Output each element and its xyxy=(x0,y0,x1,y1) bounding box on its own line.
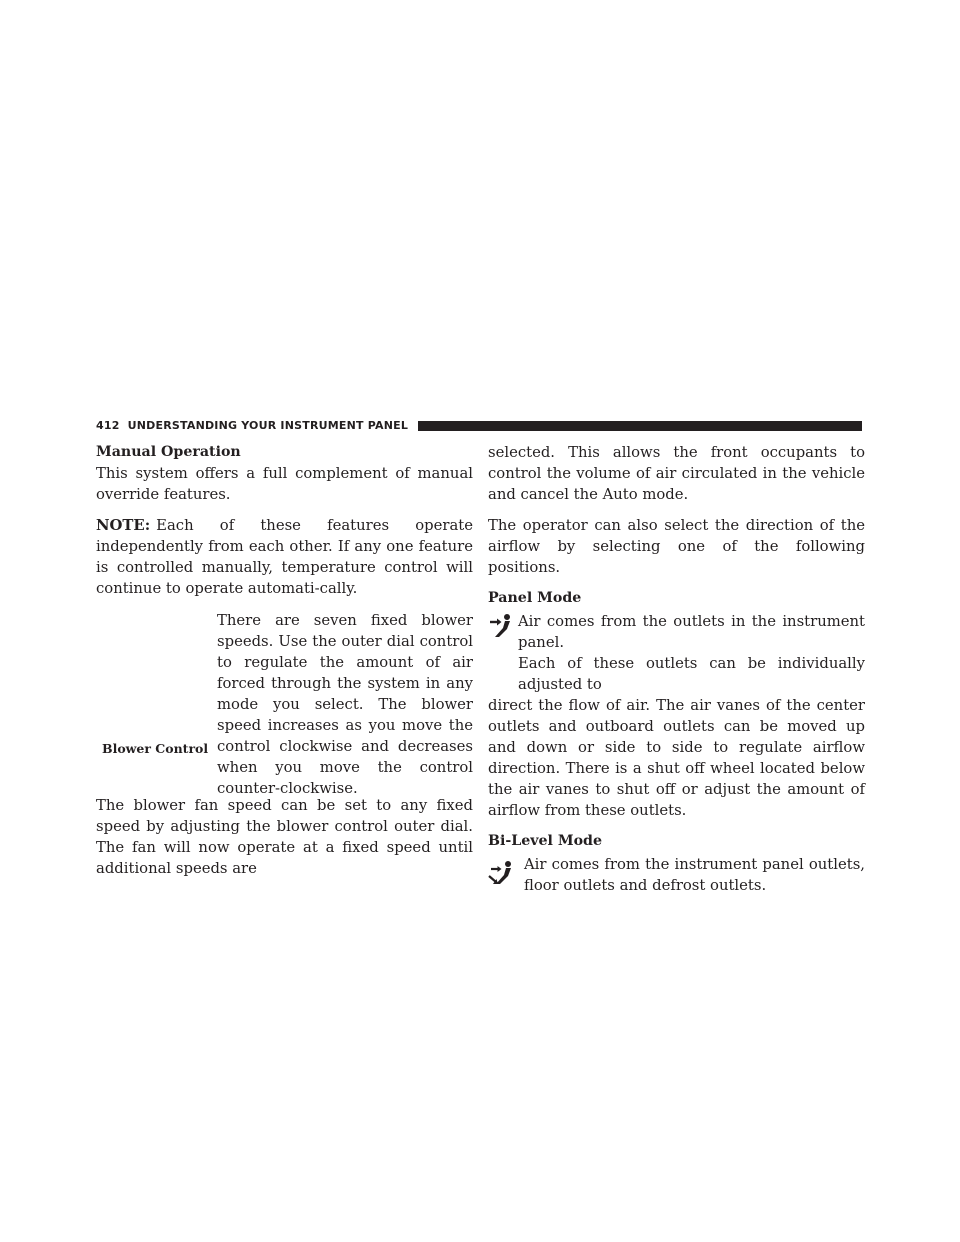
panel-mode-line1: Air comes from the outlets in the instrument panel. xyxy=(518,613,865,651)
page-header xyxy=(96,418,862,436)
bilevel-mode-heading: Bi-Level Mode xyxy=(488,833,602,849)
bilevel-mode-text: Air comes from the instrument panel outlets, floor outlets and defrost outlets. xyxy=(524,856,865,894)
page-number: 412 xyxy=(96,419,120,432)
header-text xyxy=(96,419,408,432)
panel-mode-line2: Each of these outlets can be individually adjusted to xyxy=(518,655,865,693)
header-rule xyxy=(418,421,862,431)
panel-mode-heading: Panel Mode xyxy=(488,590,582,606)
figure-text: There are seven fixed blower speeds. Use the outer dial control to regulate the amount of air forced through the system in any mode you select. The blower speed increases as you move the control clockwise and decreases when you move the control counter-clockwise. xyxy=(217,612,473,797)
blower-speed-paragraph: The blower fan speed can be set to any fixed speed by adjusting the blower control outer dial. The fan will now operate at a fixed speed until additional speeds are xyxy=(96,797,473,877)
note-text: Each of these features operate independently from each other. If any one feature is controlled manually, temperature control will continue to operate automati-cally. xyxy=(96,517,473,597)
panel-mode-airflow-icon xyxy=(488,613,516,641)
figure-caption: Blower Control xyxy=(102,741,209,756)
direction-paragraph: The operator can also select the direction of the airflow by selecting one of the following positions. xyxy=(488,517,865,576)
bilevel-mode-airflow-icon xyxy=(488,860,516,888)
intro-paragraph: This system offers a full complement of manual override features. xyxy=(96,465,473,503)
note-paragraph xyxy=(96,515,473,599)
manual-operation-heading: Manual Operation xyxy=(96,444,241,460)
panel-mode-block xyxy=(488,611,865,821)
right-column xyxy=(488,442,865,896)
section-title: UNDERSTANDING YOUR INSTRUMENT PANEL xyxy=(127,419,409,432)
blower-control-figure xyxy=(96,610,473,797)
bilevel-mode-block xyxy=(488,854,865,896)
continuation-paragraph: selected. This allows the front occupants to control the volume of air circulated in the vehicle and cancel the Auto mode. xyxy=(488,444,865,503)
left-column xyxy=(96,442,473,879)
panel-mode-rest: direct the flow of air. The air vanes of the center outlets and outboard outlets can be moved up and down or side to side to regulate airflow direction. There is a shut off wheel located below the air vanes to shut off or adjust the amount of airflow from these outlets. xyxy=(488,697,865,819)
note-label: NOTE: xyxy=(96,517,151,534)
